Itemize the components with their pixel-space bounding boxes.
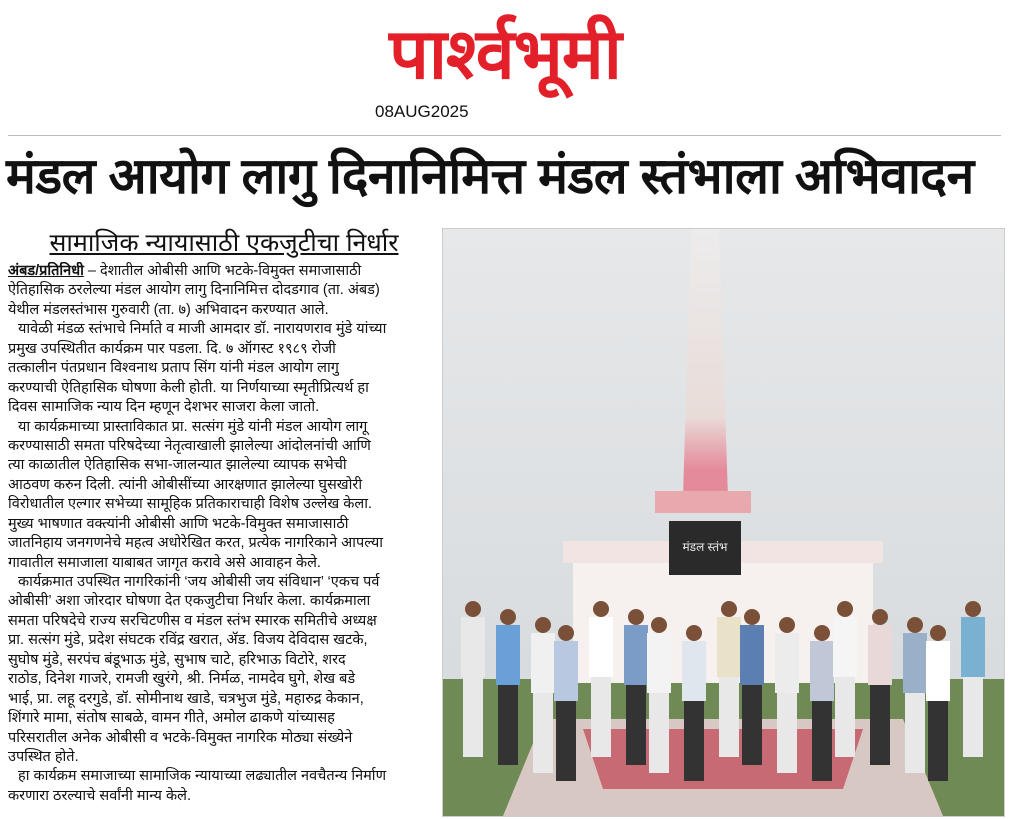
article-line-text: ऐतिहासिक ठरलेल्या मंडल आयोग लागु दिनानिमित्त दोदडगाव (ता. अंबड) — [8, 282, 380, 299]
article-line — [8, 651, 440, 670]
article-line — [8, 573, 440, 592]
article-line-text: ओबीसी’ अशा जोरदार घोषणा देत एकजुटीचा निर्धार केला. कार्यक्रमाला — [8, 593, 371, 610]
article-line — [8, 379, 440, 398]
article-line — [8, 612, 440, 631]
person — [531, 617, 555, 773]
person — [775, 617, 799, 773]
person — [624, 609, 648, 765]
article-line — [8, 418, 440, 437]
article-line-text: उपस्थित होते. — [8, 748, 79, 765]
article-line — [8, 787, 440, 806]
article-body — [8, 262, 440, 806]
article-line — [8, 670, 440, 689]
article-photo — [442, 228, 1005, 817]
headline: मंडल आयोग लागु दिनानिमित्त मंडल स्तंभाला अभिवादन — [6, 148, 974, 204]
article-line-text: दिवस सामाजिक न्याय दिन म्हणून देशभर साजरा केला जातो. — [8, 399, 320, 416]
person — [961, 601, 985, 757]
article-line-text: प्रा. सत्संग मुंडे, प्रदेश संघटक रविंद्र खरात, ॲड. विजय देविदास खटके, — [8, 632, 368, 649]
article-line-text: परिसरातील अनेक ओबीसी व भटके-विमुक्त नागरिक मोठ्या संख्येने — [8, 729, 353, 746]
article-line — [8, 340, 440, 359]
article-line — [8, 554, 440, 573]
article-line — [8, 767, 440, 786]
article-line-text: तत्कालीन पंतप्रधान विश्वनाथ प्रताप सिंग यांनी मंडल आयोग लागु — [8, 360, 339, 377]
article-line — [8, 729, 440, 748]
article-line-text: शिंगारे मामा, संतोष साबळे, वामन गीते, अमोल ढाकणे यांच्यासह — [8, 710, 335, 727]
article-line-text: जातनिहाय जनगणनेचे महत्व अधोरेखित करत, प्रत्येक नागरिकाने आपल्या — [8, 535, 383, 552]
article-line-text: यावेळी मंडळ स्तंभाचे निर्माते व माजी आमदार डॉ. नारायणराव मुंडे यांच्या — [18, 321, 387, 338]
article-line — [8, 515, 440, 534]
person — [589, 601, 613, 757]
subheadline: सामाजिक न्यायासाठी एकजुटीचा निर्धार — [49, 229, 399, 257]
person — [461, 601, 485, 757]
article-line-text: येथील मंडलस्तंभास गुरुवारी (ता. ७) अभिवादन करण्यात आले. — [8, 301, 329, 318]
article-line — [8, 456, 440, 475]
article-line — [8, 301, 440, 320]
dateline: अंबड/प्रतिनिधी — [8, 263, 84, 279]
article-line-text: करणारा ठरल्याचे सर्वांनी मान्य केले. — [8, 787, 191, 804]
article-line-text: करण्याची ऐतिहासिक घोषणा केली होती. या निर्णयाच्या स्मृतीप्रित्यर्थ हा — [8, 379, 369, 396]
article-line-text: मुख्य भाषणात वक्त्यांनी ओबीसी आणि भटके-विमुक्त समाजासाठी — [8, 515, 349, 532]
article-line-text: भाई, प्रा. लहू दरगुडे, डॉ. सोमीनाथ खाडे, चत्रभुज मुंडे, महारुद्र केकान, — [8, 690, 364, 707]
article-line-text: – देशातील ओबीसी आणि भटके-विमुक्त समाजासाठी — [87, 263, 362, 279]
article-line — [8, 476, 440, 495]
newspaper-logo: पार्श्वभूमी — [389, 15, 621, 93]
article-line — [8, 631, 440, 650]
article-line — [8, 592, 440, 611]
article-line-text: विरोधातील एल्गार सभेच्या सामूहिक प्रतिकाराचाही विशेष उल्लेख केला. — [8, 496, 372, 513]
article-line-text: प्रमुख उपस्थितीत कार्यक्रम पार पडला. दि. ७ ऑगस्ट १९८९ रोजी — [8, 340, 336, 357]
article-line-text: समता परिषदेचे राज्य सरचिटणीस व मंडल स्तंभ स्मारक समितीचे अध्यक्ष — [8, 612, 377, 629]
person — [740, 609, 764, 765]
article-line — [8, 709, 440, 728]
person — [903, 617, 927, 773]
article-line — [8, 495, 440, 514]
person — [647, 617, 671, 773]
publication-date: 08AUG2025 — [375, 102, 469, 121]
article-line — [8, 320, 440, 339]
article-line-text: हा कार्यक्रम समाजाच्या सामाजिक न्यायाच्या लढ्यातील नवचैतन्य निर्माण — [18, 768, 387, 785]
divider — [8, 135, 1001, 136]
article-line-text: करण्यासाठी समता परिषदेच्या नेतृत्वाखाली झालेल्या आंदोलनांची आणि — [8, 437, 371, 454]
article-line-text: कार्यक्रमात उपस्थित नागरिकांनी ‘जय ओबीसी जय संविधान’ ‘एकच पर्व — [18, 574, 380, 590]
article-line-text: आठवण करुन दिली. त्यांनी ओबीसींच्या आरक्षणात झालेल्या घुसखोरी — [8, 476, 363, 493]
article-line — [8, 748, 440, 767]
person — [496, 609, 520, 765]
article-line — [8, 398, 440, 417]
article-line — [8, 534, 440, 553]
article-line — [8, 359, 440, 378]
article-line — [8, 262, 440, 281]
article-line-text: त्या काळातील ऐतिहासिक सभा-जालन्यात झालेल्या व्यापक सभेची — [8, 457, 347, 474]
article-line-text: राठोड, दिनेश गाजरे, रामजी खुरंगे, श्री. निर्मळ, नामदेव घुगे, शेख बडे — [8, 671, 356, 688]
person — [833, 601, 857, 757]
person — [810, 625, 834, 781]
article-line-text: सुघोष मुंडे, सरपंच बंडूभाऊ मुंडे, सुभाष चाटे, हरिभाऊ विटोरे, शरद — [8, 651, 346, 668]
person — [682, 625, 706, 781]
article-line — [8, 437, 440, 456]
article-line — [8, 690, 440, 709]
person — [717, 601, 741, 757]
article-line — [8, 281, 440, 300]
plaque-text: मंडल स्तंभ — [682, 540, 728, 554]
article-line-text: गावातील समाजाला याबाबत जागृत करावे असे आवाहन केले. — [8, 554, 321, 571]
person — [926, 625, 950, 781]
article-line-text: या कार्यक्रमाच्या प्रास्ताविकात प्रा. सत्संग मुंडे यांनी मंडल आयोग लागू — [18, 418, 368, 435]
photo-scene — [443, 229, 1004, 816]
person — [868, 609, 892, 765]
person — [554, 625, 578, 781]
